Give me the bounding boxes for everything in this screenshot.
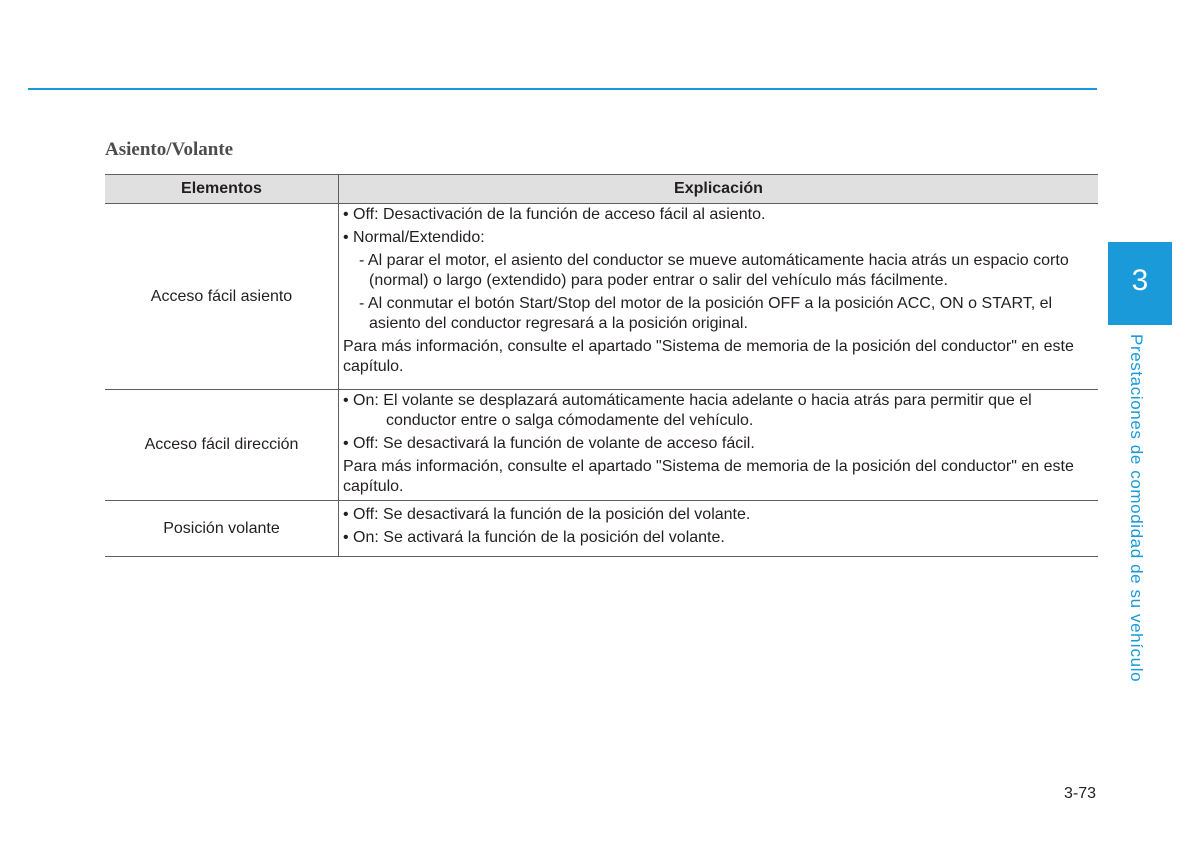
bullet-text: • Off: Se desactivará la función de volante de acceso fácil. <box>343 435 755 452</box>
note-text: Para más información, consulte el apartado "Sistema de memoria de la posición del conductor" en este capítulo. <box>343 458 1074 495</box>
settings-table <box>105 174 1098 557</box>
column-header-elementos: Elementos <box>105 175 339 204</box>
bullet-text: • Off: Desactivación de la función de acceso fácil al asiento. <box>343 206 766 223</box>
explanation-cell <box>339 501 1099 557</box>
bullet-text: • On: Se activará la función de la posición del volante. <box>343 529 725 546</box>
note-text: Para más información, consulte el apartado "Sistema de memoria de la posición del conductor" en este capítulo. <box>343 338 1074 375</box>
item-cell: Posición volante <box>105 501 339 557</box>
explanation-cell <box>339 204 1099 390</box>
page-number: 3-73 <box>1063 785 1096 802</box>
column-header-explicacion: Explicación <box>339 175 1099 204</box>
sub-item-text: - Al parar el motor, el asiento del conductor se mueve automáticamente hacia atrás un espacio corto (normal) o largo (extendido) para poder entrar o salir del vehículo más fácilmente. <box>359 252 1069 289</box>
bullet-text: • Normal/Extendido: <box>343 229 485 246</box>
table-row <box>105 390 1098 501</box>
chapter-number: 3 <box>1131 264 1149 297</box>
sub-item-text: - Al conmutar el botón Start/Stop del motor de la posición OFF a la posición ACC, ON o START, el asiento del conductor regresará a la posición original. <box>359 295 1053 332</box>
item-cell: Acceso fácil dirección <box>105 390 339 501</box>
chapter-title: Prestaciones de comodidad de su vehículo <box>1127 334 1146 683</box>
chapter-tab <box>1108 242 1172 325</box>
item-cell: Acceso fácil asiento <box>105 204 339 390</box>
table-row <box>105 501 1098 557</box>
table-row <box>105 204 1098 390</box>
explanation-cell <box>339 390 1099 501</box>
section-title: Asiento/Volante <box>105 139 234 160</box>
bullet-text: • On: El volante se desplazará automáticamente hacia adelante o hacia atrás para permitir que el conductor entre o salga cómodamente del vehículo. <box>343 392 1032 429</box>
bullet-text: • Off: Se desactivará la función de la posición del volante. <box>343 506 751 523</box>
top-rule <box>28 88 1097 90</box>
settings-table-container <box>105 174 1098 557</box>
table-header-row <box>105 175 1098 204</box>
